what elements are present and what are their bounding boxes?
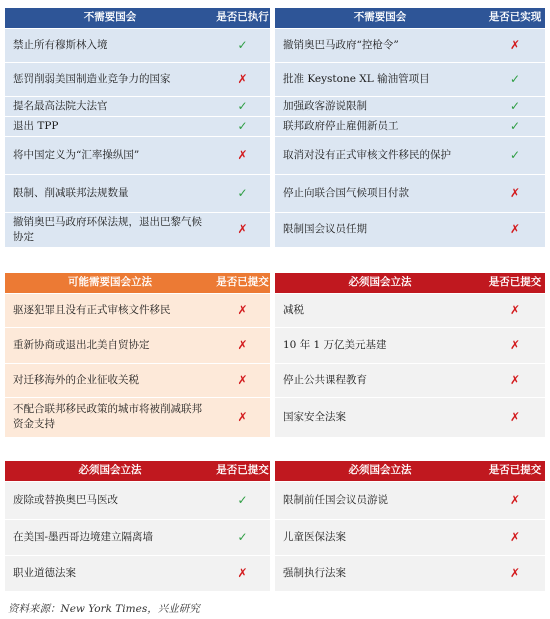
table-row (5, 174, 545, 212)
cross-icon: ✗ (215, 555, 270, 591)
check-icon: ✓ (485, 96, 545, 116)
policy-item-right: 撤销奥巴马政府“控枪令” (275, 28, 485, 62)
cross-icon: ✗ (485, 212, 545, 247)
table-header-row (5, 8, 545, 28)
header-executed: 是否已执行 (215, 8, 270, 28)
policy-item-right: 儿童医保法案 (275, 519, 485, 555)
table-row (5, 293, 545, 327)
policy-item-left: 退出 TPP (5, 116, 215, 136)
table-must-legislate (5, 461, 545, 592)
table-row (5, 96, 545, 116)
table-row (5, 62, 545, 96)
check-icon: ✓ (215, 174, 270, 212)
policy-item-right: 减税 (275, 293, 485, 327)
cross-icon: ✗ (485, 397, 545, 437)
table-row (5, 481, 545, 519)
policy-item-left: 将中国定义为“汇率操纵国” (5, 136, 215, 174)
check-icon: ✓ (485, 136, 545, 174)
check-icon: ✓ (215, 519, 270, 555)
cross-icon: ✗ (485, 363, 545, 397)
header-no-congress-left: 不需要国会 (5, 8, 215, 28)
table-row (5, 327, 545, 363)
policy-item-right: 取消对没有正式审核文件移民的保护 (275, 136, 485, 174)
header-must-legislate: 必须国会立法 (275, 273, 485, 293)
header-submitted-right: 是否已提交 (485, 273, 545, 293)
policy-item-right: 限制前任国会议员游说 (275, 481, 485, 519)
table-row (5, 136, 545, 174)
policy-item-right: 10 年 1 万亿美元基建 (275, 327, 485, 363)
policy-item-left: 驱逐犯罪且没有正式审核文件移民 (5, 293, 215, 327)
cross-icon: ✗ (215, 363, 270, 397)
check-icon: ✓ (485, 62, 545, 96)
check-icon: ✓ (215, 481, 270, 519)
check-icon: ✓ (485, 116, 545, 136)
cross-icon: ✗ (215, 212, 270, 247)
cross-icon: ✗ (215, 293, 270, 327)
source-prefix: 资料来源： (8, 603, 61, 615)
policy-item-right: 强制执行法案 (275, 555, 485, 591)
policy-item-left: 惩罚削弱美国制造业竞争力的国家 (5, 62, 215, 96)
table-no-congress (5, 8, 545, 248)
policy-item-left: 重新协商或退出北美自贸协定 (5, 327, 215, 363)
header-submitted-left: 是否已提交 (215, 273, 270, 293)
header-may-need-legislation: 可能需要国会立法 (5, 273, 215, 293)
cross-icon: ✗ (485, 28, 545, 62)
policy-item-left: 撤销奥巴马政府环保法规，退出巴黎气候协定 (5, 212, 215, 247)
source-publication: New York Times (60, 603, 148, 615)
source-suffix: ，兴业研究 (147, 603, 200, 615)
header-must-legislate-right: 必须国会立法 (275, 461, 485, 481)
cross-icon: ✗ (215, 327, 270, 363)
policy-item-right: 限制国会议员任期 (275, 212, 485, 247)
table-row (5, 363, 545, 397)
header-realized: 是否已实现 (485, 8, 545, 28)
table-header-row (5, 273, 545, 293)
table-row (5, 28, 545, 62)
cross-icon: ✗ (485, 555, 545, 591)
policy-item-left: 在美国-墨西哥边境建立隔离墙 (5, 519, 215, 555)
cross-icon: ✗ (215, 62, 270, 96)
policy-item-left: 禁止所有穆斯林入境 (5, 28, 215, 62)
cross-icon: ✗ (215, 397, 270, 437)
policy-item-right: 批准 Keystone XL 输油管项目 (275, 62, 485, 96)
policy-item-left: 职业道德法案 (5, 555, 215, 591)
cross-icon: ✗ (215, 136, 270, 174)
table-row (5, 519, 545, 555)
policy-item-right: 停止公共课程教育 (275, 363, 485, 397)
policy-item-left: 不配合联邦移民政策的城市将被削减联邦资金支持 (5, 397, 215, 437)
header-no-congress-right: 不需要国会 (275, 8, 485, 28)
cross-icon: ✗ (485, 174, 545, 212)
policy-item-right: 国家安全法案 (275, 397, 485, 437)
header-must-legislate-left: 必须国会立法 (5, 461, 215, 481)
table-row (5, 555, 545, 591)
policy-item-right: 联邦政府停止雇佣新员工 (275, 116, 485, 136)
header-submitted-left: 是否已提交 (215, 461, 270, 481)
check-icon: ✓ (215, 28, 270, 62)
policy-item-left: 废除或替换奥巴马医改 (5, 481, 215, 519)
table-row (5, 116, 545, 136)
policy-item-left: 限制、削减联邦法规数量 (5, 174, 215, 212)
check-icon: ✓ (215, 116, 270, 136)
cross-icon: ✗ (485, 327, 545, 363)
table-row (5, 397, 545, 437)
table-row (5, 212, 545, 247)
check-icon: ✓ (215, 96, 270, 116)
cross-icon: ✗ (485, 481, 545, 519)
cross-icon: ✗ (485, 519, 545, 555)
policy-item-left: 提名最高法院大法官 (5, 96, 215, 116)
policy-item-right: 加强政客游说限制 (275, 96, 485, 116)
table-header-row (5, 461, 545, 481)
cross-icon: ✗ (485, 293, 545, 327)
source-note (8, 601, 200, 616)
policy-item-right: 停止向联合国气候项目付款 (275, 174, 485, 212)
table-legislation-may-need (5, 273, 545, 438)
header-submitted-right: 是否已提交 (485, 461, 545, 481)
policy-item-left: 对迁移海外的企业征收关税 (5, 363, 215, 397)
